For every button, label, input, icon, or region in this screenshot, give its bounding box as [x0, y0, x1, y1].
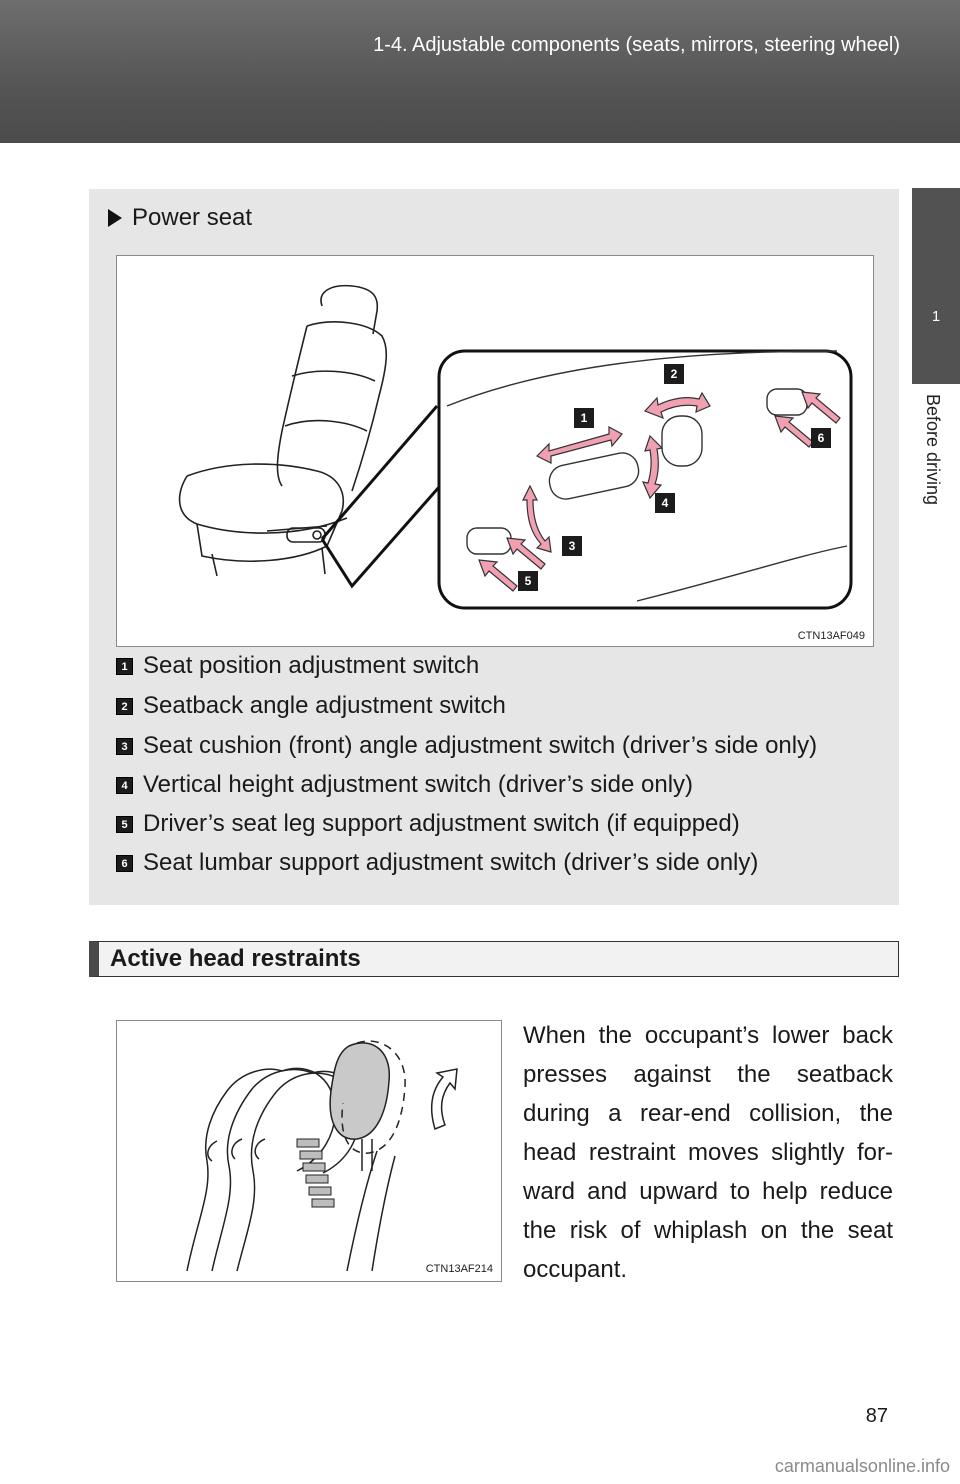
page-header — [0, 0, 960, 143]
power-seat-illustration — [116, 255, 874, 647]
head-restraint-illustration — [116, 1020, 502, 1282]
chapter-title: 1-4. Adjustable components (seats, mirrors, steering wheel) — [373, 34, 900, 56]
callout-1: 1 — [580, 411, 588, 425]
chapter-tab — [912, 188, 960, 384]
triangle-bullet-icon — [108, 209, 122, 227]
legend-item — [116, 771, 693, 799]
legend-item — [116, 692, 506, 720]
callout-6: 6 — [817, 431, 825, 445]
power-seat-heading — [108, 204, 252, 232]
legend-badge: 6 — [116, 855, 133, 872]
callout-4: 4 — [661, 496, 669, 510]
legend-badge: 2 — [116, 698, 133, 715]
chapter-number: 1 — [931, 308, 941, 325]
legend-badge: 4 — [116, 777, 133, 794]
callout-5: 5 — [524, 574, 532, 588]
zoom-connector — [322, 478, 447, 586]
legend-item — [116, 732, 817, 760]
legend-label: Seat position adjustment switch — [143, 652, 480, 679]
power-seat-heading-text: Power seat — [132, 204, 253, 231]
legend-item — [116, 849, 758, 877]
callout-2: 2 — [670, 367, 678, 381]
head-restraint-drawing — [117, 1021, 501, 1281]
zoom-connector-upper — [322, 406, 437, 539]
power-seat-drawing — [117, 256, 873, 646]
active-head-restraints-heading: Active head restraints — [89, 941, 899, 977]
active-head-description: When the occupant’s lower back presses against the seatback during a rear-end collision, the head restraint moves slightly for-ward and upward to help reduce the risk of whiplash on the seat occupant. — [523, 1022, 893, 1283]
page-number: 87 — [865, 1405, 888, 1427]
watermark: carmanualsonline.info — [774, 1456, 950, 1476]
legend-label: Seatback angle adjustment switch — [143, 692, 506, 719]
head-restraint — [330, 1043, 389, 1139]
spine — [297, 1139, 334, 1207]
chapter-label: Before driving — [923, 394, 943, 506]
legend-label: Seat cushion (front) angle adjustment switch (driver’s side only) — [143, 732, 818, 759]
seatback-outline — [347, 1151, 395, 1271]
legend-item — [116, 652, 479, 680]
legend-label: Vertical height adjustment switch (driver’s side only) — [143, 771, 694, 798]
legend-item — [116, 810, 740, 838]
figure-code: CTN13AF049 — [797, 630, 865, 642]
figure-code-2: CTN13AF214 — [425, 1263, 493, 1275]
movement-arrow-icon — [432, 1069, 457, 1129]
legend-badge: 3 — [116, 738, 133, 755]
legend-label: Seat lumbar support adjustment switch (driver’s side only) — [143, 849, 759, 876]
legend-badge: 1 — [116, 658, 133, 675]
callout-3: 3 — [568, 539, 576, 553]
legend-badge: 5 — [116, 816, 133, 833]
legend-label: Driver’s seat leg support adjustment switch (if equipped) — [143, 810, 740, 837]
seat-drawing — [180, 286, 387, 576]
